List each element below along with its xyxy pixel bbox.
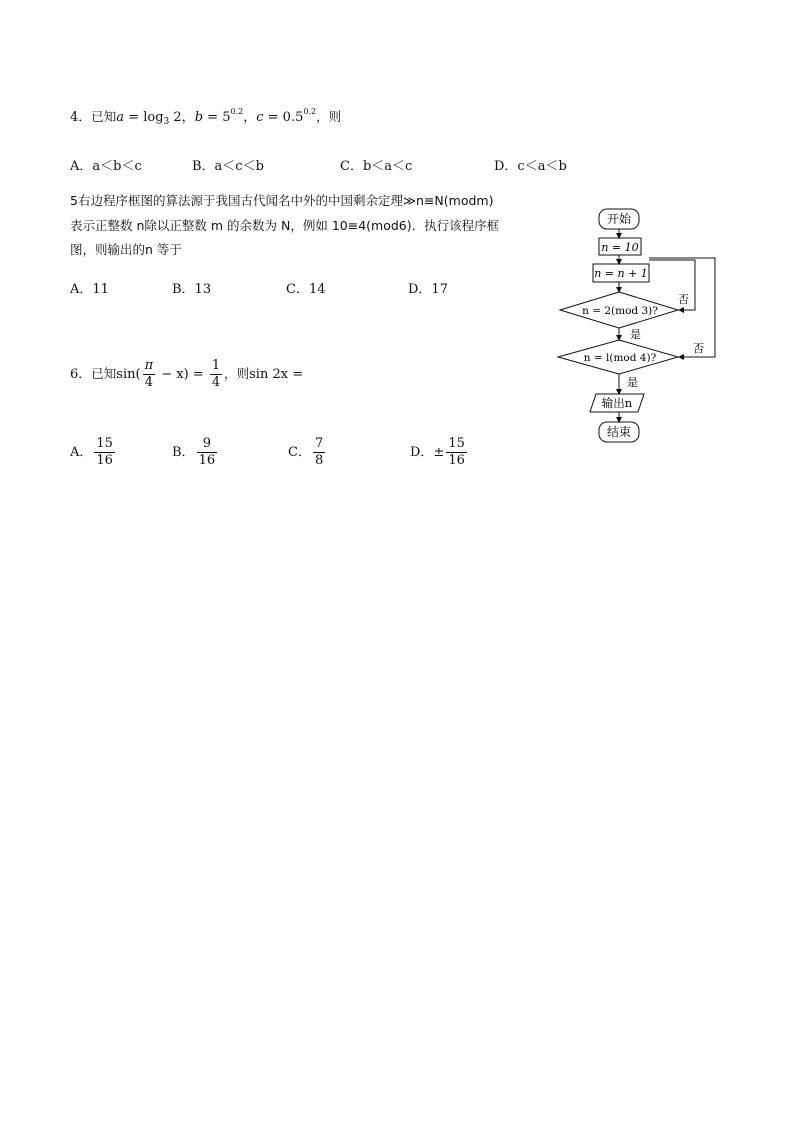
- flow-cond1-no: 否: [678, 293, 689, 306]
- q6-option-c: [288, 436, 327, 469]
- flow-cond2-text: n = l(mod 4)?: [583, 352, 657, 364]
- q6-suffix: ，则: [224, 366, 250, 381]
- q4-option-c: C．b＜a＜c: [340, 159, 413, 174]
- q6-pi-over-4: [143, 358, 156, 391]
- q4-b-var: b: [194, 110, 204, 125]
- q6-stem: [70, 358, 303, 391]
- q6-four: 4: [143, 374, 156, 391]
- q5-line-1: 5右边程序框图的算法源于我国古代闻名中外的中国剩余定理≫n≡N(modm): [70, 193, 494, 208]
- q6-option-c-label: C．: [288, 445, 311, 460]
- q6-option-d: [410, 436, 469, 469]
- q6-four2: 4: [211, 375, 221, 390]
- q6-option-c-num: 7: [314, 436, 324, 451]
- q6-option-d-sign: ±: [433, 445, 445, 460]
- q6-option-c-frac: [313, 436, 325, 469]
- flow-update-text: n = n + 1: [594, 267, 648, 280]
- q4-number: 4．: [70, 110, 92, 125]
- q6-option-a-label: A．: [70, 445, 93, 460]
- q6-option-d-frac: [446, 436, 467, 469]
- q5-line-2: 表示正整数 n除以正整数 m 的余数为 N，例如 10≡4(mod6)．执行该程序框: [70, 218, 500, 233]
- q4-eq-b: =: [203, 110, 223, 125]
- flow-cond1-yes: 是: [630, 328, 641, 341]
- q6-pi: π: [144, 358, 154, 373]
- q4-comma: ，: [243, 110, 257, 125]
- q6-one: 1: [211, 358, 221, 373]
- q6-sin: sin(: [116, 367, 141, 382]
- q4-log: log: [143, 110, 164, 125]
- q5-line-3: 图，则输出的n 等于: [70, 242, 182, 257]
- q6-number: 6．: [70, 367, 92, 382]
- q4-b-base: 5: [222, 110, 231, 125]
- flow-cond1-text: n = 2(mod 3)?: [582, 305, 658, 317]
- q4-c-base: 0.5: [282, 110, 304, 125]
- q4-option-a: A．a＜b＜c: [70, 159, 142, 174]
- q6-option-d-label: D．: [410, 445, 434, 460]
- q4-stem: [70, 106, 341, 125]
- q5-option-c: C．14: [286, 282, 326, 297]
- q6-option-d-den: 16: [448, 453, 465, 468]
- q6-option-a-frac: [94, 436, 115, 469]
- flow-end-text: 结束: [606, 425, 632, 439]
- q5-option-d: D．17: [408, 282, 448, 297]
- flow-start-text: 开始: [606, 212, 632, 226]
- q4-eq: =: [124, 110, 144, 125]
- q5-option-b: B．13: [172, 282, 212, 297]
- q6-one-over-4: [210, 358, 222, 391]
- q4-b-exp: 0.2: [230, 107, 244, 116]
- flow-init-text: n = 10: [601, 241, 639, 254]
- flow-cond2-yes: 是: [627, 376, 638, 389]
- q6-option-d-num: 15: [448, 436, 465, 451]
- q4-eq-c: =: [263, 110, 283, 125]
- flow-output-text: 输出n: [601, 396, 633, 410]
- q4-option-b: B．a＜c＜b: [192, 159, 264, 174]
- q5-option-a: A．11: [70, 282, 109, 297]
- q4-log-base: 3: [163, 117, 170, 127]
- q6-minus-x: − x) =: [157, 367, 208, 382]
- flowchart: [550, 200, 730, 450]
- q4-log-arg: 2，: [169, 110, 195, 125]
- q4-option-d: D．c＜a＜b: [494, 159, 567, 174]
- q6-option-c-den: 8: [314, 453, 324, 468]
- q4-a-var: a: [116, 110, 125, 125]
- q4-suffix: ，则: [316, 109, 342, 124]
- q6-option-a-den: 16: [96, 453, 113, 468]
- q6-option-b: [172, 436, 219, 469]
- q4-c-exp: 0.2: [303, 107, 317, 116]
- q6-option-b-frac: [197, 436, 218, 469]
- q6-option-a-num: 15: [96, 436, 113, 451]
- flow-cond2-no: 否: [693, 342, 704, 355]
- q4-prefix: 已知: [91, 109, 117, 124]
- q4-c-var: c: [256, 110, 264, 125]
- q6-prefix: 已知: [91, 366, 117, 381]
- q6-option-b-den: 16: [198, 453, 216, 468]
- q6-option-b-num: 9: [202, 436, 211, 451]
- q6-rhs: sin 2x =: [249, 367, 304, 382]
- q6-option-a: [70, 436, 117, 469]
- q6-option-b-label: B．: [172, 445, 195, 460]
